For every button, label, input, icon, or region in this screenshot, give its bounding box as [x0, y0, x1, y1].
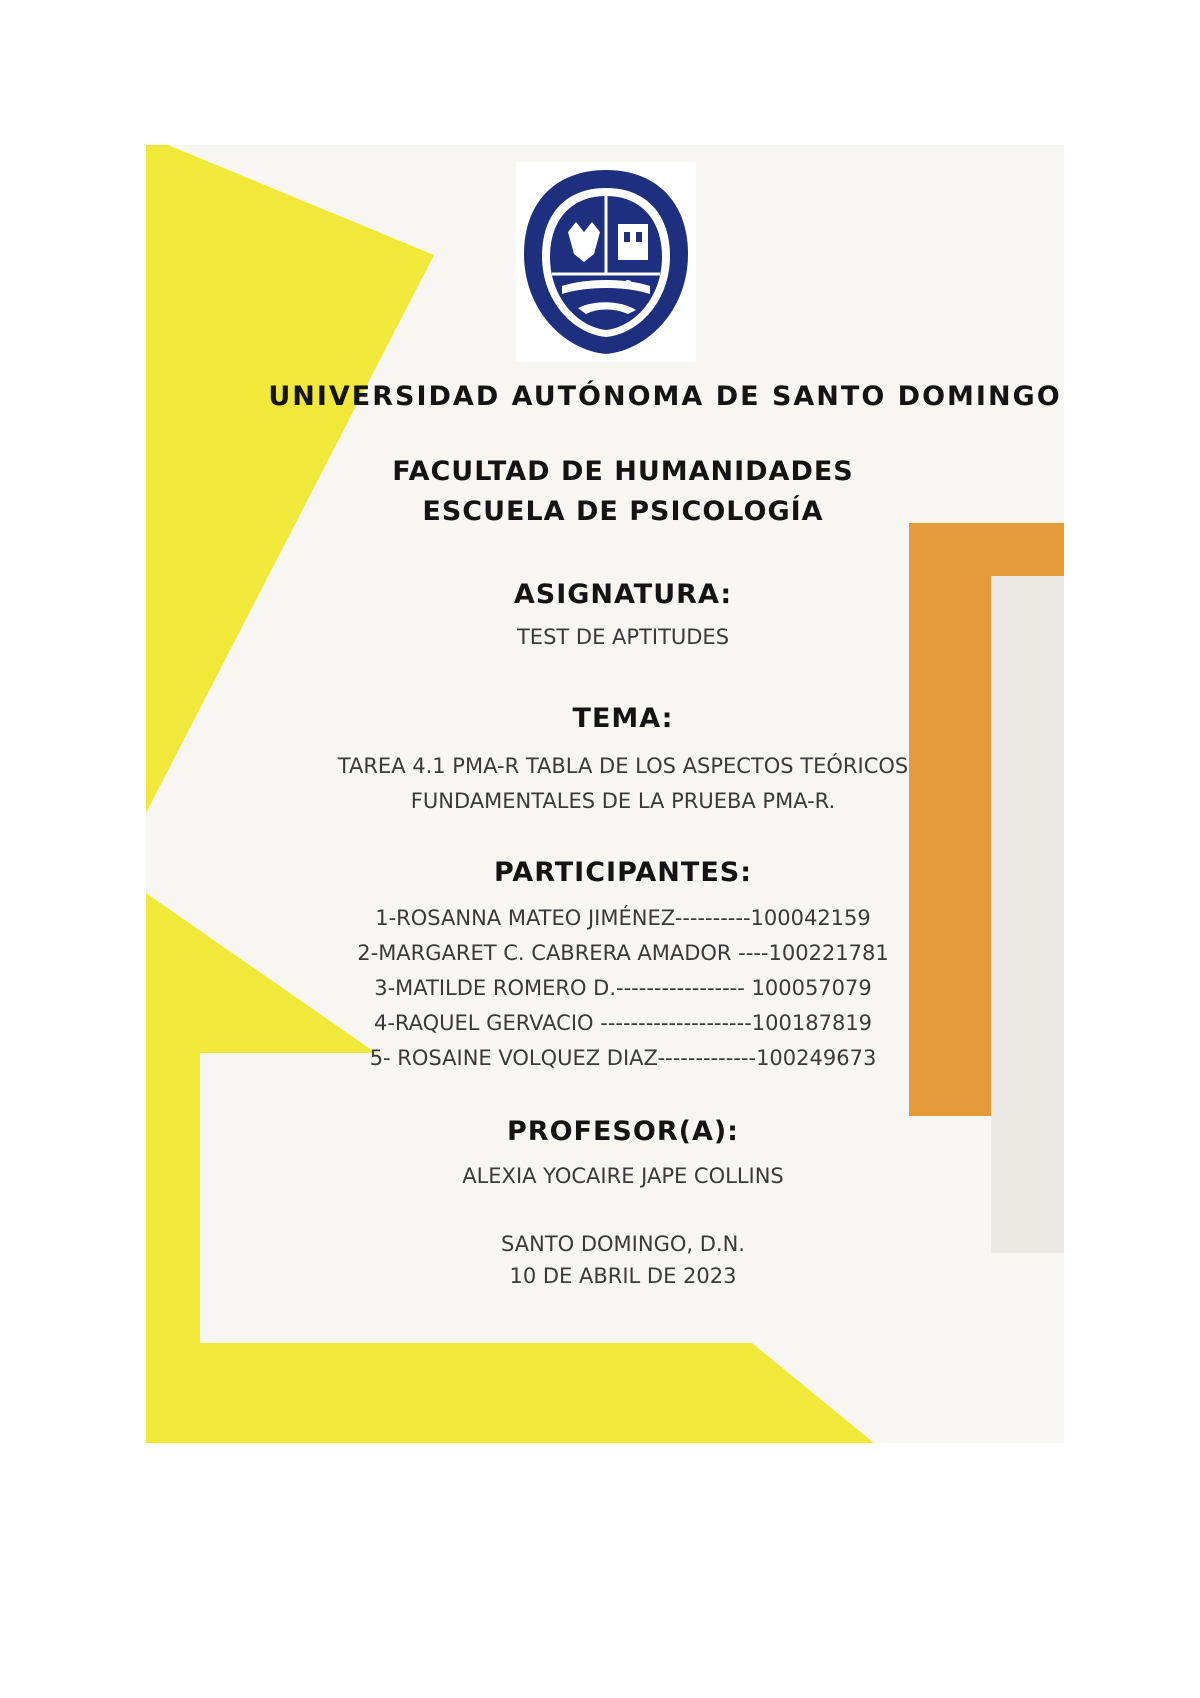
profesor-value: ALEXIA YOCAIRE JAPE COLLINS: [462, 1164, 784, 1188]
university-name: UNIVERSIDAD AUTÓNOMA DE SANTO DOMINGO: [268, 381, 1062, 412]
profesor-label: PROFESOR(A):: [507, 1116, 739, 1147]
place-date-block: [146, 1228, 1064, 1292]
participantes-list: [146, 901, 1064, 1076]
faculty-block: [146, 452, 1064, 532]
yellow-band-bottom: [200, 1343, 874, 1443]
tema-label: TEMA:: [572, 703, 674, 734]
tema-value: [146, 749, 1064, 819]
participant-item: 5- ROSAINE VOLQUEZ DIAZ-------------100249673: [369, 1046, 877, 1070]
faculty-name: FACULTAD DE HUMANIDADES: [392, 456, 854, 487]
university-seal: [516, 162, 696, 362]
participant-item: 4-RAQUEL GERVACIO --------------------100187819: [373, 1011, 873, 1035]
participant-item: 2-MARGARET C. CABRERA AMADOR ----100221781: [357, 941, 889, 965]
date: 10 DE ABRIL DE 2023: [509, 1264, 737, 1288]
tema-line: TAREA 4.1 PMA-R TABLA DE LOS ASPECTOS TEÓRICOS: [337, 754, 909, 778]
seal-icon: [516, 162, 696, 362]
participant-item: 3-MATILDE ROMERO D.----------------- 100057079: [374, 976, 872, 1000]
place: SANTO DOMINGO, D.N.: [501, 1232, 745, 1256]
tema-line: FUNDAMENTALES DE LA PRUEBA PMA-R.: [410, 789, 836, 813]
asignatura-label: ASIGNATURA:: [513, 579, 733, 610]
cover-page: [146, 145, 1064, 1443]
school-name: ESCUELA DE PSICOLOGÍA: [422, 496, 824, 527]
asignatura-value: TEST DE APTITUDES: [516, 625, 730, 649]
participantes-label: PARTICIPANTES:: [493, 857, 752, 888]
participant-item: 1-ROSANNA MATEO JIMÉNEZ----------100042159: [375, 906, 871, 930]
